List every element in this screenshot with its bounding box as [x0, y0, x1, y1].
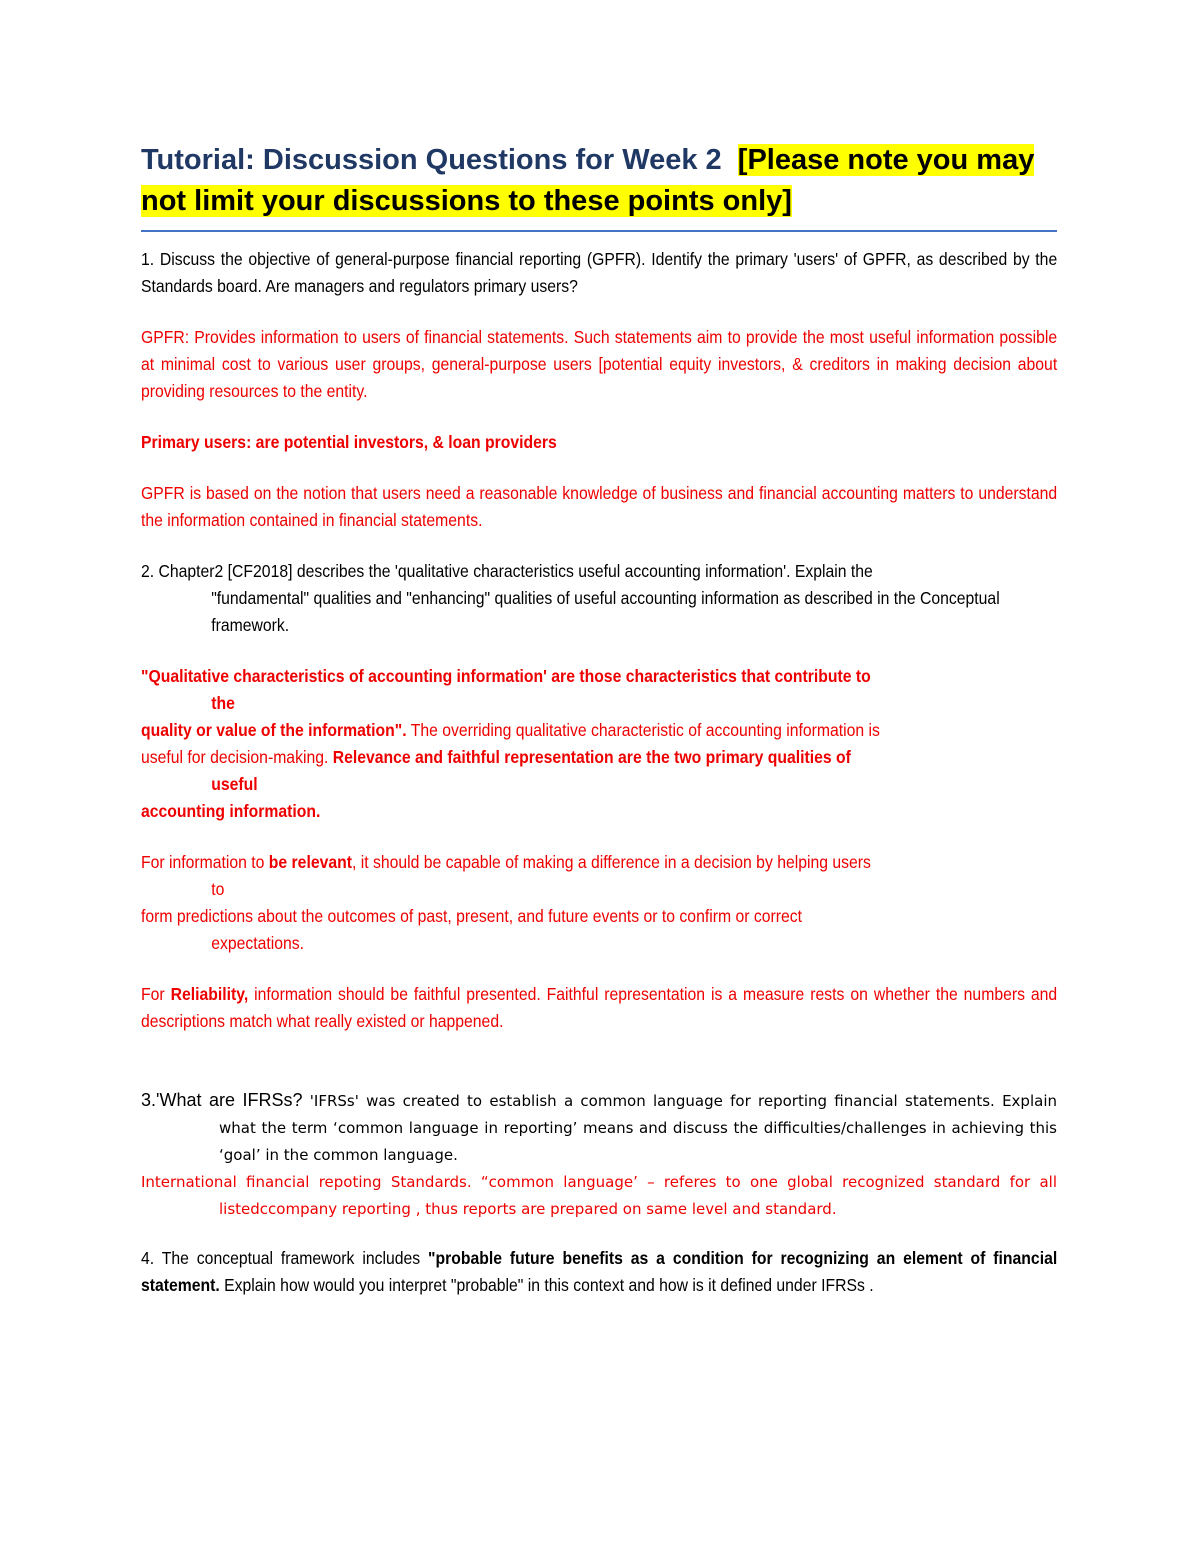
- answer-2-bold-1: "Qualitative characteristics of accounting information' are those characteristics that contribute to: [141, 666, 871, 686]
- reliability-text-a: For: [141, 984, 171, 1004]
- answer-2-qualitative: [141, 663, 1057, 825]
- document-content: [141, 140, 1057, 1299]
- question-3-lead: 3.'What are IFRSs?: [141, 1090, 303, 1110]
- answer-1-notion: GPFR is based on the notion that users need a reasonable knowledge of business and financial accounting matters to understand the information contained in financial statements.: [141, 483, 1058, 530]
- answer-2-bold-3b: useful: [211, 774, 258, 794]
- title-highlighted-note: [Please note you may not limit your discussions to these points only]: [141, 144, 1035, 217]
- document-body-end: [141, 1223, 1057, 1299]
- answer-3: International financial repoting Standards. “common language’ – referes to one global recognized standard for all listedccompany reporting , thus reports are prepared on same level and standard.: [141, 1173, 1057, 1218]
- question-4: [141, 1245, 1057, 1299]
- question-1: 1. Discuss the objective of general-purpose financial reporting (GPFR). Identify the primary 'users' of GPFR, as described by the Standards board. Are managers and regulators primary users?: [141, 249, 1058, 296]
- question-4-a: 4. The conceptual framework includes: [141, 1248, 429, 1268]
- reliability-bold: Reliability,: [170, 984, 249, 1004]
- relevance-text-e: form predictions about the outcomes of past, present, and future events or to confirm or correct: [141, 906, 802, 926]
- page-title: [141, 140, 1057, 232]
- relevance-text-c: , it should be capable of making a difference in a decision by helping users: [351, 852, 871, 872]
- answer-1-primary-users: Primary users: are potential investors, & loan providers: [141, 432, 557, 452]
- question-2-first-line: 2. Chapter2 [CF2018] describes the 'qualitative characteristics useful accounting information'. Explain the: [141, 561, 873, 581]
- question-4-c: Explain how would you interpret "probable" in this context and how is it defined under IFRSs .: [219, 1275, 874, 1295]
- question-3: [141, 1087, 1057, 1169]
- answer-2-bold-3: Relevance and faithful representation are the two primary qualities of: [332, 747, 851, 767]
- answer-2-bold-4: accounting information.: [141, 801, 321, 821]
- answer-2-reliability: [141, 981, 1057, 1035]
- relevance-bold: be relevant: [268, 852, 352, 872]
- question-2-continuation: "fundamental" qualities and "enhancing" qualities of useful accounting information as described in the Conceptual framework.: [211, 588, 1000, 635]
- document-body: [141, 232, 1057, 1087]
- answer-2-normal-3: useful for decision-making.: [141, 747, 333, 767]
- answer-2-relevance: [141, 849, 1057, 957]
- answer-2-bold-2: quality or value of the information".: [141, 720, 407, 740]
- question-3-text: 'IFRSs' was created to establish a common language for reporting financial statements. Explain what the term ‘common language in reporting’ means and discuss the difficulties/challenges in achieving this ‘goal’ in the common language.: [219, 1092, 1057, 1164]
- question-3-block: [141, 1087, 1057, 1223]
- relevance-text-f: expectations.: [211, 933, 305, 953]
- reliability-text-c: information should be faithful presented. Faithful representation is a measure rests on whether the numbers and descriptions match what really existed or happened.: [141, 984, 1058, 1031]
- answer-1-gpfr: GPFR: Provides information to users of financial statements. Such statements aim to provide the most useful information possible at minimal cost to various user groups, general-purpose users [potential equity investors, & creditors in making decision about providing resources to the entity.: [141, 327, 1058, 401]
- relevance-text-a: For information to: [141, 852, 269, 872]
- relevance-text-d: to: [211, 879, 225, 899]
- answer-2-normal-2: The overriding qualitative characteristic of accounting information is: [406, 720, 880, 740]
- question-4-bold: "probable future benefits as a condition for recognizing an element of financial statement.: [141, 1248, 1058, 1295]
- title-main: Tutorial: Discussion Questions for Week 2: [141, 144, 722, 176]
- answer-2-bold-1b: the: [211, 693, 235, 713]
- question-2: [141, 558, 1057, 639]
